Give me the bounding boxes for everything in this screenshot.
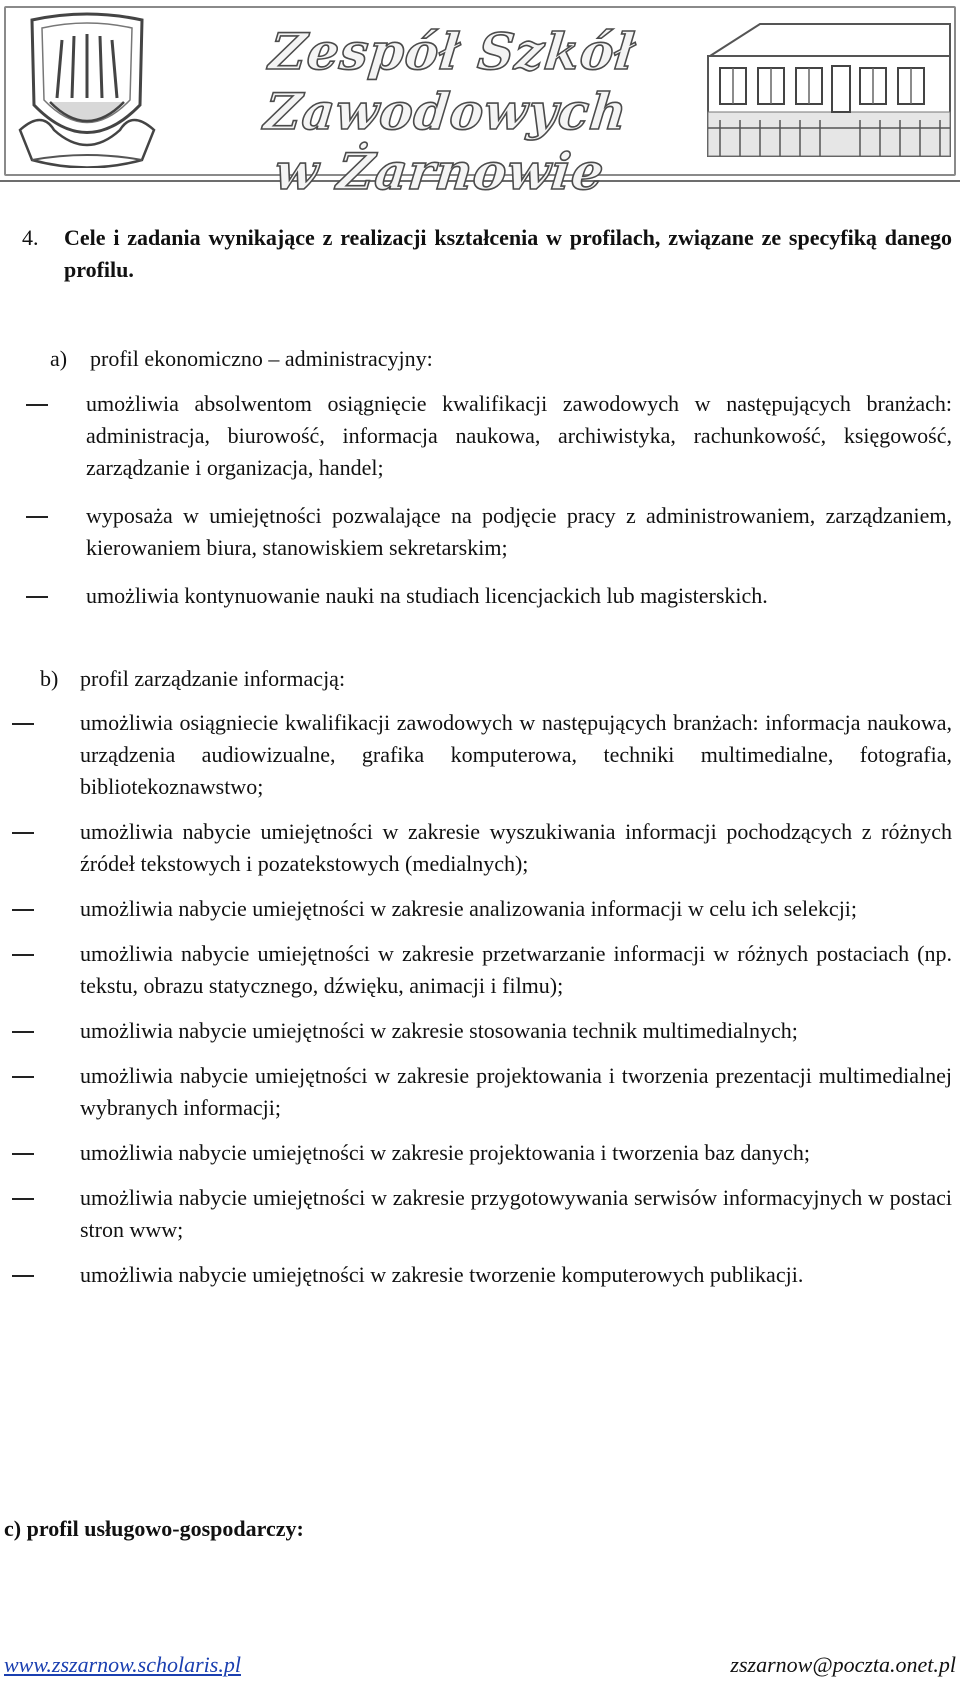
list-item-text: umożliwia nabycie umiejętności w zakresie analizowania informacji w celu ich selekcji; [80,896,858,921]
list-item [12,893,952,925]
website-link[interactable]: www.zszarnow.scholaris.pl [4,1652,241,1677]
dash-bullet-icon [12,954,34,956]
school-name-line1: Zespół Szkół Zawodowych [261,22,639,141]
school-name-logo [167,22,726,202]
school-crest-icon [12,10,162,168]
dash-bullet-icon [12,832,34,834]
school-name-line2: w Żarnowie [272,142,608,201]
list-item-text: umożliwia nabycie umiejętności w zakresie wyszukiwania informacji pochodzących z różnych źródeł tekstowych i pozatekstowych (medialnych); [80,819,952,876]
section-c-letter: c) [4,1516,22,1541]
page-header [0,0,960,201]
page-footer [0,1650,960,1680]
dash-bullet-icon [12,1153,34,1155]
list-item [26,500,952,564]
section-a-list [26,388,952,628]
list-item-text: umożliwia nabycie umiejętności w zakresie stosowania technik multimedialnych; [80,1018,798,1043]
section-4-title: Cele i zadania wynikające z realizacji kształcenia w profilach, związane ze specyfiką danego profilu. [64,225,952,282]
dash-bullet-icon [12,1031,34,1033]
section-a-title: profil ekonomiczno – administracyjny: [90,346,433,371]
dash-bullet-icon [12,1076,34,1078]
dash-bullet-icon [12,723,34,725]
list-item-text: umożliwia nabycie umiejętności w zakresie przygotowywania serwisów informacyjnych w postaci stron www; [80,1185,952,1242]
list-item [12,1259,952,1291]
list-item [12,938,952,1002]
contact-email: zszarnow@poczta.onet.pl [730,1652,956,1677]
dash-bullet-icon [12,1275,34,1277]
list-item [12,1137,952,1169]
dash-bullet-icon [26,404,48,406]
section-4-number: 4. [22,225,39,250]
section-4-heading [22,222,952,286]
section-c-title: profil usługowo-gospodarczy: [26,1516,304,1541]
dash-bullet-icon [12,909,34,911]
list-item [12,707,952,803]
dash-bullet-icon [26,516,48,518]
section-b-letter: b) [40,666,59,691]
list-item-text: umożliwia kontynuowanie nauki na studiach licencjackich lub magisterskich. [86,583,768,608]
list-item [26,388,952,484]
list-item [12,1015,952,1047]
section-a-heading [50,343,433,375]
section-c-heading [4,1513,304,1545]
section-b-heading [40,663,345,695]
list-item [12,816,952,880]
dash-bullet-icon [12,1198,34,1200]
dash-bullet-icon [26,596,48,598]
list-item-text: umożliwia osiągniecie kwalifikacji zawodowych w następujących branżach: informacja naukowa, urządzenia audiowizualne, grafika komputerowa, techniki multimedialne, fotografia, bibliotekoznawstwo; [80,710,952,799]
list-item-text: wyposaża w umiejętności pozwalające na podjęcie pracy z administrowaniem, zarządzaniem, kierowaniem biura, stanowiskiem sekretarskim; [86,503,952,560]
list-item [26,580,952,612]
list-item [12,1060,952,1124]
list-item-text: umożliwia absolwentom osiągnięcie kwalifikacji zawodowych w następujących branżach: administracja, biurowość, informacja naukowa, archiwistyka, rachunkowość, księgowość, zarządzanie i organizacja, handel; [86,391,952,480]
list-item-text: umożliwia nabycie umiejętności w zakresie tworzenie komputerowych publikacji. [80,1262,804,1287]
list-item-text: umożliwia nabycie umiejętności w zakresie projektowania i tworzenia baz danych; [80,1140,810,1165]
list-item-text: umożliwia nabycie umiejętności w zakresie projektowania i tworzenia prezentacji multimedialnej wybranych informacji; [80,1063,952,1120]
list-item [12,1182,952,1246]
section-b-list [12,707,952,1304]
list-item-text: umożliwia nabycie umiejętności w zakresie przetwarzanie informacji w różnych postaciach (np. tekstu, obrazu statycznego, dźwięku, animacji i filmu); [80,941,952,998]
section-a-letter: a) [50,346,68,371]
school-building-image [700,16,952,168]
section-b-title: profil zarządzanie informacją: [80,666,346,691]
